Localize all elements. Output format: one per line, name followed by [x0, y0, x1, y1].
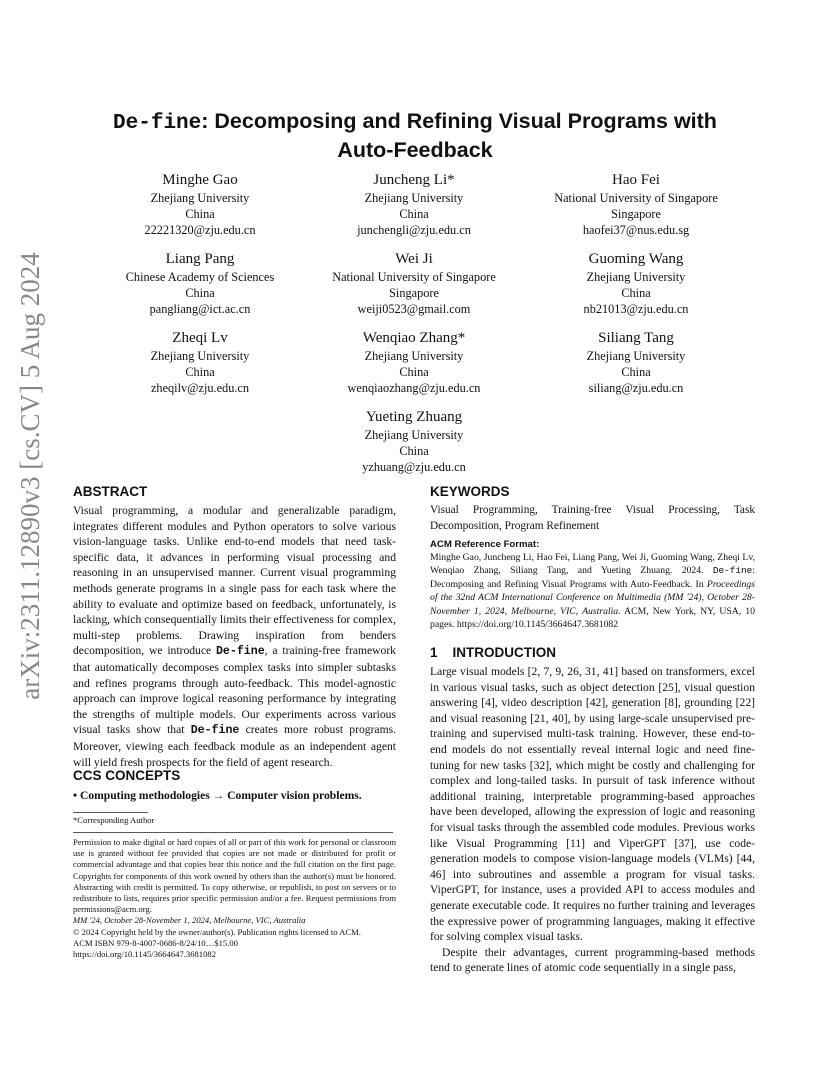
keywords-section: [430, 484, 755, 534]
arxiv-stamp: arXiv:2311.12890v3 [cs.CV] 5 Aug 2024: [15, 252, 45, 700]
author-email: haofei37@nus.edu.sg: [582, 223, 690, 237]
author-block: [80, 328, 320, 396]
title-method-name: De-fine: [113, 112, 202, 135]
method-name: De-fine: [712, 565, 753, 577]
paper-title: [70, 108, 760, 164]
doi-line: https://doi.org/10.1145/3664647.3681082: [73, 949, 216, 960]
title-line1-rest: : Decomposing and Refining Visual Programs with: [201, 109, 717, 133]
author-name: Zheqi Lv: [172, 330, 228, 346]
author-name: Minghe Gao: [162, 172, 238, 188]
author-name: Siliang Tang: [598, 330, 674, 346]
author-affiliation: National University of Singapore: [554, 191, 718, 205]
author-affiliation: National University of Singapore: [332, 270, 496, 284]
author-name: Hao Fei: [612, 172, 660, 188]
copyright-line: © 2024 Copyright held by the owner/author(s). Publication rights licensed to ACM.: [73, 926, 361, 937]
author-country: Singapore: [389, 286, 439, 300]
author-country: China: [185, 286, 215, 300]
author-affiliation: Zhejiang University: [150, 349, 250, 363]
ccs-heading: CCS CONCEPTS: [73, 768, 181, 783]
permission-text: Permission to make digital or hard copies of all or part of this work for personal or classroom use is granted without fee provided that copies are not made or distributed for profit or commercial advantage and that copies bear this notice and the full citation on the first page. Copyrights for components of this work owned by others than the author(s) must be honored. Abstracting with credit is permitted. To copy otherwise, or republish, to post on servers or to redistribute to lists, requires prior specific permission and/or a fee. Request permissions from permissions@acm.org.: [73, 837, 396, 915]
author-email: nb21013@zju.edu.cn: [583, 302, 689, 316]
author-block: [80, 249, 320, 317]
footnote-rule: [73, 812, 148, 813]
author-name: Wenqiao Zhang*: [362, 330, 466, 346]
author-affiliation: Zhejiang University: [364, 428, 464, 442]
author-name: Guoming Wang: [588, 251, 684, 267]
author-block: [294, 328, 534, 396]
author-country: China: [621, 286, 651, 300]
introduction-heading: 1 INTRODUCTION: [430, 645, 557, 660]
author-email: weiji0523@gmail.com: [357, 302, 471, 316]
acm-reference-text: Minghe Gao, Juncheng Li, Hao Fei, Liang Pang, Wei Ji, Guoming Wang, Zheqi Lv, Wenqiao Zhang, Siliang Tang, and Yueting Zhuang. 2024. De-fine: Decomposing and Refining Visual Programs with Auto-Feedback. In Proceedings of the 32nd ACM International Conference on Multimedia (MM '24), October 28-November 1, 2024, Melbourne, VIC, Australia. ACM, New York, NY, USA, 10 pages. https://doi.org/10.1145/3664647.3681082: [430, 552, 755, 631]
footnote: [73, 815, 396, 826]
author-affiliation: Chinese Academy of Sciences: [125, 270, 275, 284]
author-block: [80, 170, 320, 238]
footnote-text: *Corresponding Author: [73, 815, 155, 825]
author-country: China: [399, 207, 429, 221]
author-affiliation: Zhejiang University: [150, 191, 250, 205]
method-name: De-fine: [215, 645, 265, 659]
author-name: Liang Pang: [165, 251, 235, 267]
author-name: Juncheng Li*: [373, 172, 455, 188]
author-email: 22221320@zju.edu.cn: [144, 223, 256, 237]
author-country: Singapore: [611, 207, 661, 221]
author-email: junchengli@zju.edu.cn: [357, 223, 471, 237]
author-block: [516, 170, 756, 238]
author-block: [294, 249, 534, 317]
method-name: De-fine: [190, 724, 240, 738]
author-email: pangliang@ict.ac.cn: [149, 302, 251, 316]
abstract-text: Visual programming, a modular and generalizable paradigm, integrates different modules and Python operators to solve various vision-language tasks. Unlike end-to-end models that need task-specific data, it advances in performing visual processing and reasoning in an unsupervised manner. Current visual programming methods generate programs in a single pass for each task where the ability to evaluate and optimize based on feedback, unfortunately, is lacking, which consequentially limits their effectiveness for complex, multi-step problems. Drawing inspiration from benders decomposition, we introduce De-fine, a training-free framework that automatically decomposes complex tasks into simpler subtasks and refines programs through auto-feedback. This model-agnostic approach can improve logical reasoning performance by integrating the strengths of multiple models. Our experiments across various visual tasks show that De-fine creates more robust programs. Moreover, viewing each feedback module as an independent agent will yield fresh prospects for the field of agent research.: [73, 504, 396, 769]
author-email: zheqilv@zju.edu.cn: [150, 381, 250, 395]
author-block: [294, 407, 534, 475]
permission-block: [73, 837, 396, 960]
author-name: Wei Ji: [395, 251, 433, 267]
introduction-paragraph: Despite their advantages, current programming-based methods tend to generate lines of atomic code sequentially in a single pass,: [430, 945, 755, 975]
author-name: Yueting Zhuang: [365, 409, 463, 425]
author-country: China: [399, 444, 429, 458]
keywords-text: Visual Programming, Training-free Visual Processing, Task Decomposition, Program Refinement: [430, 504, 755, 532]
author-affiliation: Zhejiang University: [364, 191, 464, 205]
author-block: [516, 249, 756, 317]
author-affiliation: Zhejiang University: [586, 349, 686, 363]
introduction-section: [430, 645, 755, 976]
ccs-section: [73, 768, 396, 802]
author-country: China: [399, 365, 429, 379]
abstract-section: [73, 484, 396, 770]
keywords-heading: KEYWORDS: [430, 484, 510, 499]
author-country: China: [185, 207, 215, 221]
author-email: siliang@zju.edu.cn: [588, 381, 684, 395]
author-country: China: [621, 365, 651, 379]
author-affiliation: Zhejiang University: [586, 270, 686, 284]
isbn-line: ACM ISBN 979-8-4007-0686-8/24/10…$15.00: [73, 937, 238, 948]
abstract-heading: ABSTRACT: [73, 484, 148, 499]
author-email: wenqiaozhang@zju.edu.cn: [347, 381, 481, 395]
acm-reference-heading: ACM Reference Format:: [430, 539, 540, 550]
venue-line: MM '24, October 28-November 1, 2024, Melbourne, VIC, Australia: [73, 915, 306, 926]
author-block: [294, 170, 534, 238]
author-country: China: [185, 365, 215, 379]
proceedings-title: Proceedings of the 32nd ACM International Conference on Multimedia (MM '24), October 28-November 1, 2024, Melbourne, VIC, Australia.: [430, 578, 755, 617]
author-affiliation: Zhejiang University: [364, 349, 464, 363]
acm-reference: [430, 539, 755, 631]
title-line2: Auto-Feedback: [337, 138, 493, 162]
introduction-paragraph: Large visual models [2, 7, 9, 26, 31, 41] based on transformers, excel in various visual tasks, such as object detection [25], visual question answering [4], video description [42], generation [8], grounding [22] and visual reasoning [21, 40], by using large-scale unsupervised pre-training and supervised multi-task training. However, these end-to-end models do not essentially reveal internal logic and need fine-tuning for new tasks [32], which might be costly and challenging for complex and long-tailed tasks. In pursuit of task inference without additional training, interpretable programming-based approaches have been developed, allowing the expression of logic and reasoning for visual tasks through the assembled code modules. Previous works like Visual Programming [11] and ViperGPT [37], use code-generation models to compose vision-language models (VLMs) [44, 46] into subroutines and assemble a program for visual tasks. ViperGPT, for instance, uses a provided API to access modules and generate executable code. It requires no further training and leverages the expressive power of programming languages, making it effective for solving complex visual tasks.: [430, 665, 755, 944]
author-block: [516, 328, 756, 396]
ccs-item: • Computing methodologies → Computer vision problems.: [73, 789, 362, 802]
author-email: yzhuang@zju.edu.cn: [362, 460, 466, 474]
permission-rule: [73, 832, 393, 833]
